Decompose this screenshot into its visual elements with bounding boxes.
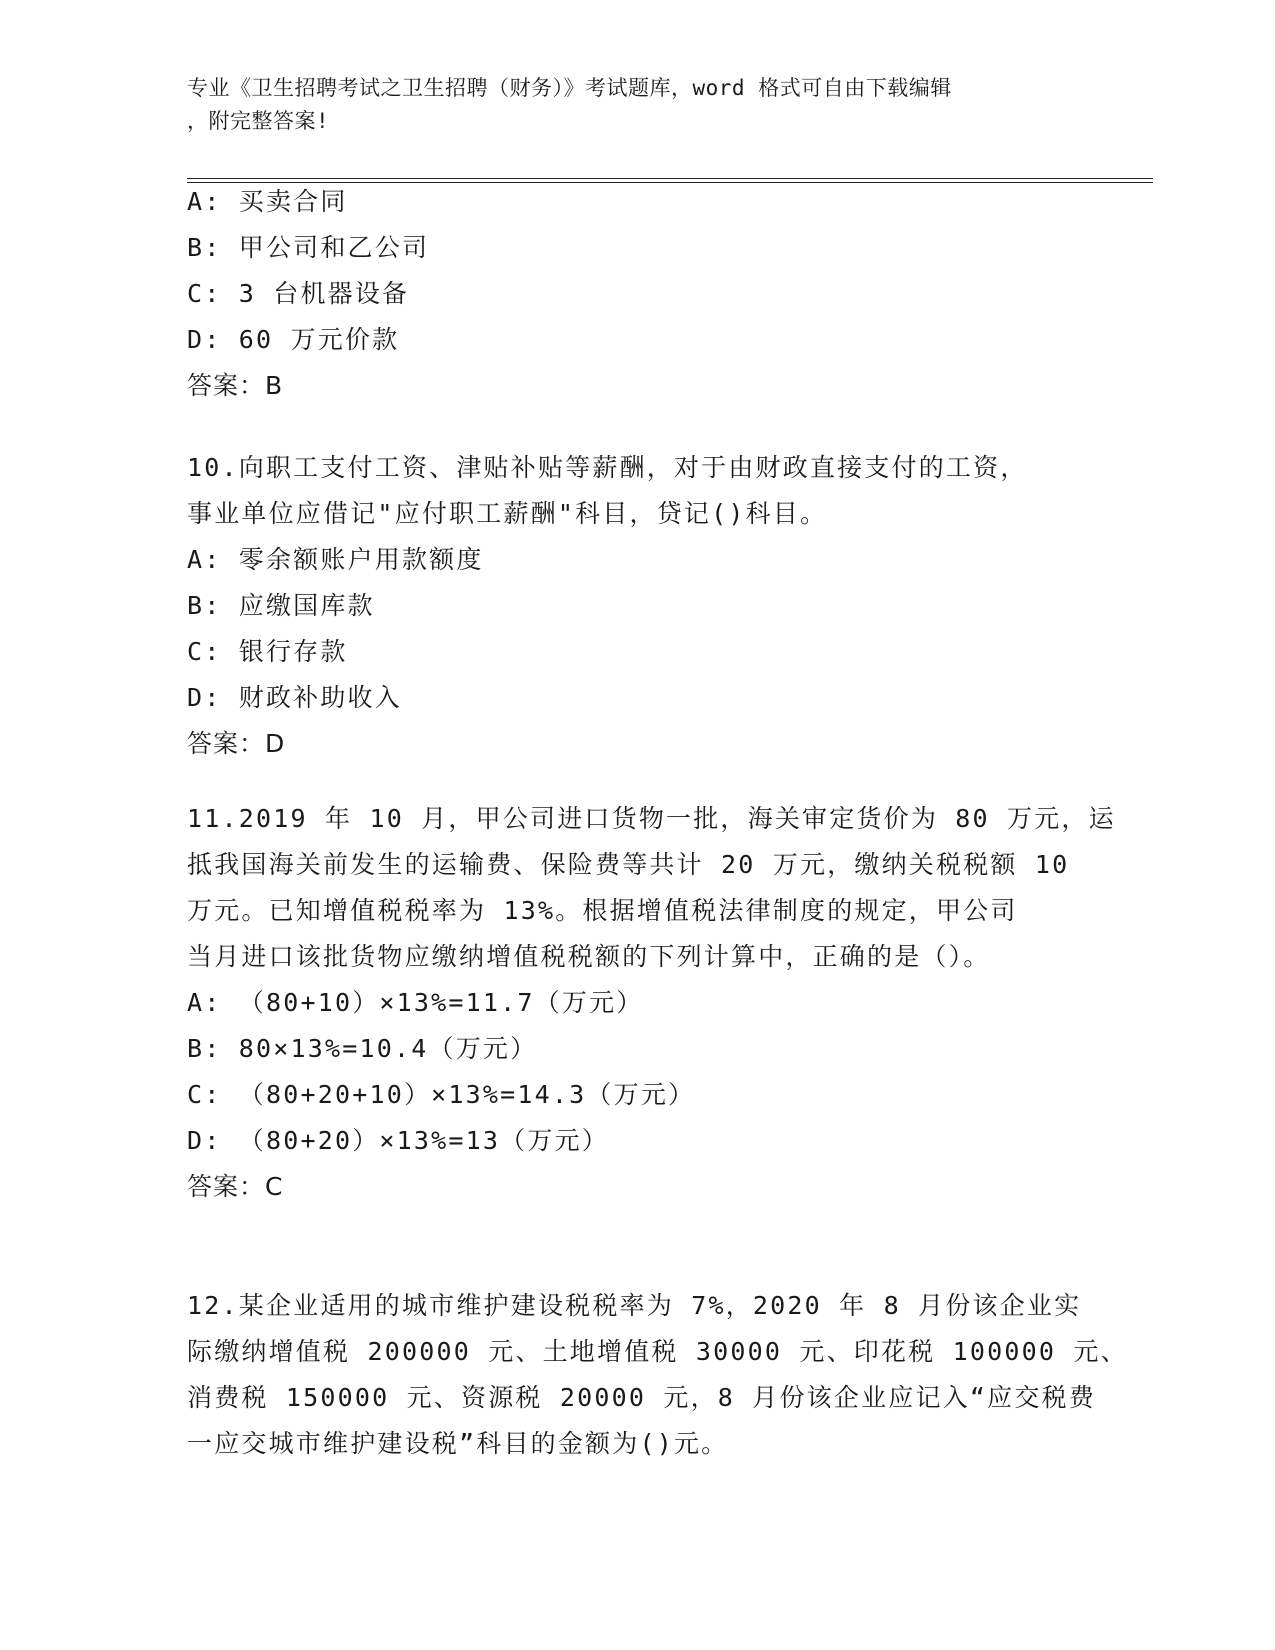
answer-line: 答案：C (187, 1172, 284, 1201)
option-b: B: 甲公司和乙公司 (187, 233, 430, 262)
option-b: B: 应缴国库款 (187, 591, 375, 620)
option-c: C: 3 台机器设备 (187, 279, 410, 308)
question-12-block (187, 1283, 1128, 1467)
question-text-line: 际缴纳增值税 200000 元、土地增值税 30000 元、印花税 100000 元、 (187, 1337, 1128, 1366)
option-c: C: 银行存款 (187, 637, 348, 666)
option-a: A: 零余额账户用款额度 (187, 545, 484, 574)
answer-line: 答案：D (187, 729, 286, 758)
question-text-line: 当月进口该批货物应缴纳增值税税额的下列计算中，正确的是（）。 (187, 942, 991, 971)
option-a: A: 买卖合同 (187, 187, 348, 216)
answer-line: 答案：B (187, 371, 284, 400)
question-text-line: 一应交城市维护建设税”科目的金额为()元。 (187, 1429, 729, 1458)
question-text-line: 10.向职工支付工资、津贴补贴等薪酬，对于由财政直接支付的工资， (187, 453, 1028, 482)
question-text-line: 抵我国海关前发生的运输费、保险费等共计 20 万元，缴纳关税税额 10 (187, 850, 1070, 879)
option-d: D: 财政补助收入 (187, 683, 402, 712)
header-line-1: 专业《卫生招聘考试之卫生招聘（财务）》考试题库，word 格式可自由下载编辑 (187, 76, 952, 100)
question-text-line: 事业单位应借记"应付职工薪酬"科目，贷记()科目。 (187, 499, 828, 528)
header-line-2: ，附完整答案! (187, 109, 330, 133)
question-text-line: 11.2019 年 10 月，甲公司进口货物一批，海关审定货价为 80 万元，运 (187, 804, 1116, 833)
prev-question-block (187, 179, 1087, 409)
option-d: D: 60 万元价款 (187, 325, 400, 354)
question-10-block (187, 445, 1087, 767)
option-c: C: （80+20+10）×13%=14.3（万元） (187, 1080, 696, 1109)
option-a: A: （80+10）×13%=11.7（万元） (187, 988, 644, 1017)
question-text-line: 万元。已知增值税税率为 13%。根据增值税法律制度的规定，甲公司 (187, 896, 1018, 925)
question-text-line: 12.某企业适用的城市维护建设税税率为 7%，2020 年 8 月份该企业实 (187, 1291, 1082, 1320)
option-b: B: 80×13%=10.4（万元） (187, 1034, 538, 1063)
question-text-line: 消费税 150000 元、资源税 20000 元，8 月份该企业应记入“应交税费 (187, 1383, 1096, 1412)
question-11-block (187, 796, 1116, 1210)
document-header (187, 72, 1067, 138)
option-d: D: （80+20）×13%=13（万元） (187, 1126, 609, 1155)
